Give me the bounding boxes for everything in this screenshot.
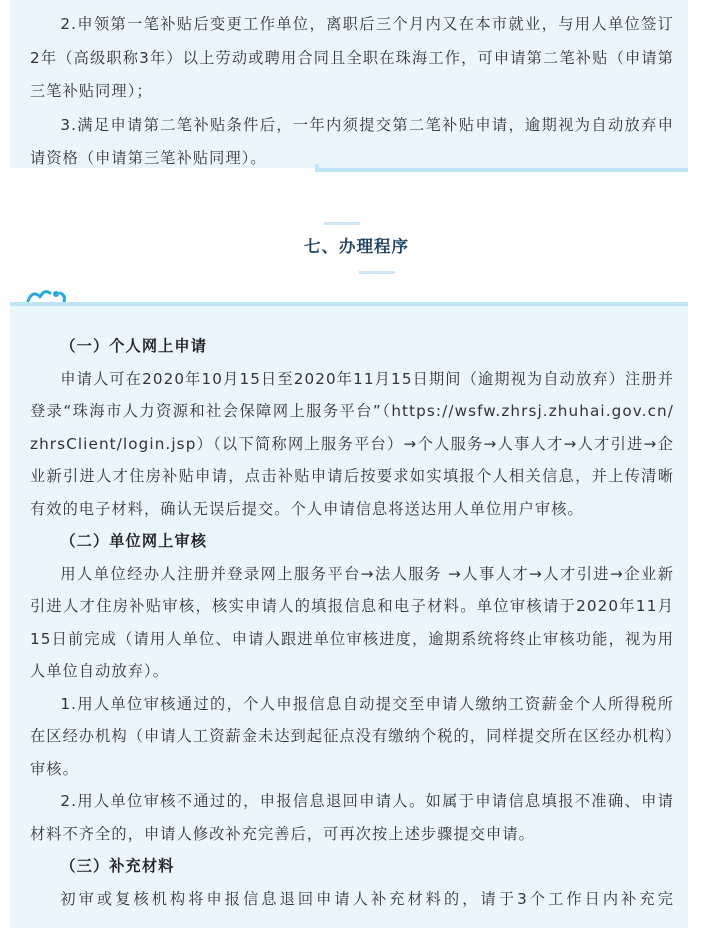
paragraph-eligibility-3: 3.满足申请第二笔补贴条件后，一年内须提交第二笔补贴申请，逾期视为自动放弃申请资格（申请第三笔补贴同理）。 xyxy=(30,115,674,167)
subheading-personal-online-application: （一）个人网上申请 xyxy=(60,337,207,355)
paragraph-review-rejected: 2.用人单位审核不通过的，申报信息退回申请人。如属于申请信息填报不准确、申请材料不齐全的，申请人修改补充完善后，可再次按上述步骤提交申请。 xyxy=(30,792,674,843)
paragraph-employer-review: 用人单位经办人注册并登录网上服务平台→法人服务 →人事人才→人才引进→企业新引进人才住房补贴审核，核实申请人的填报信息和电子材料。单位审核请于2020年11月15日前完成（请用人单位、申请人跟进单位审核进度，逾期系统将终止审核功能，视为用人单位自动放弃）。 xyxy=(30,564,674,680)
paragraph-personal-application: 申请人可在2020年10月15日至2020年11月15日期间（逾期视为自动放弃）注册并登录“珠海市人力资源和社会保障网上服务平台”（https://wsfw.zhrsj.zhuhai.gov.cn/zhrsClient/login.jsp）（以下简称网上服务平台）→个人服务→人事人才→人才引进→企业新引进人才住房补贴申请，点击补贴申请后按要求如实填报个人相关信息，并上传清晰有效的电子材料，确认无误后提交。个人申请信息将送达用人单位用户审核。 xyxy=(30,369,674,518)
procedure-panel xyxy=(10,306,688,928)
subheading-supplementary-materials: （三）补充材料 xyxy=(60,857,175,875)
paragraph-review-approved: 1.用人单位审核通过的，个人申报信息自动提交至申请人缴纳工资薪金个人所得税所在区经办机构（申请人工资薪金未达到起征点没有缴纳个税的，同样提交所在区经办机构）审核。 xyxy=(30,694,674,778)
section-title: 七、办理程序 xyxy=(304,237,409,256)
subheading-employer-online-review: （二）单位网上审核 xyxy=(60,532,207,550)
title-deco-bar-bottom xyxy=(359,271,395,274)
top-text-panel xyxy=(10,0,688,168)
panel-bottom-border xyxy=(315,168,688,172)
section-header xyxy=(0,222,713,274)
paragraph-eligibility-2: 2.申领第一笔补贴后变更工作单位，离职后三个月内又在本市就业，与用人单位签订2年（高级职称3年）以上劳动或聘用合同且全职在珠海工作，可申请第二笔补贴（申请第三笔补贴同理）； xyxy=(30,15,674,100)
paragraph-supplementary-materials: 初审或复核机构将申报信息退回申请人补充材料的，请于3个工作日内补充完 xyxy=(60,889,674,908)
title-deco-bar-top xyxy=(324,222,360,225)
